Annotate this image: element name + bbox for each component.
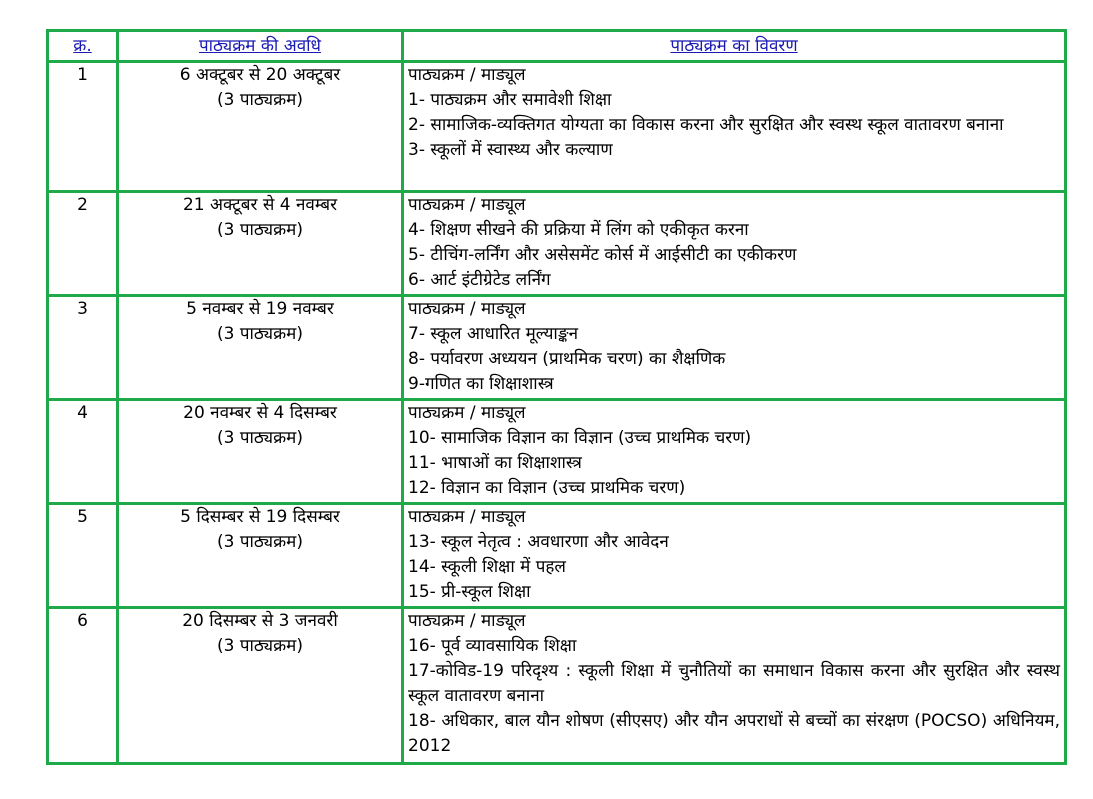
duration-dates: 5 दिसम्बर से 19 दिसम्बर: [180, 507, 340, 527]
course-count: (3 पाठ्यक्रम): [217, 428, 303, 448]
course-count: (3 पाठ्यक्रम): [217, 324, 303, 344]
course-count: (3 पाठ्यक्रम): [217, 220, 303, 240]
course-count: (3 पाठ्यक्रम): [217, 532, 303, 552]
course-item: 14- स्कूली शिक्षा में पहल: [408, 557, 566, 577]
course-item: 5- टीचिंग-लर्निंग और असेसमेंट कोर्स में आईसीटी का एकीकरण: [408, 245, 797, 265]
duration-dates: 6 अक्टूबर से 20 अक्टूबर: [179, 65, 341, 85]
course-item: 12- विज्ञान का विज्ञान (उच्च प्राथमिक चरण): [408, 478, 686, 498]
duration-cell: [118, 192, 403, 296]
course-item: 7- स्कूल आधारित मूल्याङ्कन: [408, 324, 579, 344]
duration-dates: 20 दिसम्बर से 3 जनवरी: [182, 611, 338, 631]
header-duration: पाठ्यक्रम की अवधि: [118, 31, 403, 62]
course-item: 6- आर्ट इंटीग्रेटेड लर्निंग: [408, 270, 551, 290]
duration-cell: [118, 296, 403, 400]
course-item: 1- पाठ्यक्रम और समावेशी शिक्षा: [408, 90, 612, 110]
course-item: 8- पर्यावरण अध्ययन (प्राथमिक चरण) का शैक्षणिक: [408, 349, 726, 369]
details-heading: पाठ्यक्रम / माड्यूल: [408, 507, 526, 527]
duration-cell: [118, 400, 403, 504]
table-row: [48, 504, 1066, 608]
header-serial: क्र.: [48, 31, 118, 62]
duration-dates: 21 अक्टूबर से 4 नवम्बर: [182, 195, 338, 215]
duration-cell: [118, 62, 403, 192]
course-item: 10- सामाजिक विज्ञान का विज्ञान (उच्च प्राथमिक चरण): [408, 428, 752, 448]
table-row: [48, 608, 1066, 764]
details-cell: [403, 296, 1066, 400]
course-item: 17-कोविड-19 परिदृश्य : स्कूली शिक्षा में चुनौतियों का समाधान विकास करना और सुरक्षित और स्वस्थ स्कूल वातावरण बनाना: [408, 661, 1060, 706]
serial-number: 3: [48, 296, 118, 400]
details-heading: पाठ्यक्रम / माड्यूल: [408, 611, 526, 631]
course-item: 9-गणित का शिक्षाशास्त्र: [408, 374, 554, 394]
table-row: [48, 400, 1066, 504]
course-item: 3- स्कूलों में स्वास्थ्य और कल्याण: [408, 140, 613, 160]
header-details: पाठ्यक्रम का विवरण: [403, 31, 1066, 62]
details-cell: [403, 192, 1066, 296]
header-row: [48, 31, 1066, 62]
details-cell: [403, 400, 1066, 504]
table-row: [48, 296, 1066, 400]
serial-number: 1: [48, 62, 118, 192]
course-item: 2- सामाजिक-व्यक्तिगत योग्यता का विकास करना और सुरक्षित और स्वस्थ स्कूल वातावरण बनाना: [408, 115, 1004, 135]
serial-number: 2: [48, 192, 118, 296]
details-cell: [403, 504, 1066, 608]
course-count: (3 पाठ्यक्रम): [217, 636, 303, 656]
duration-cell: [118, 608, 403, 764]
details-cell: [403, 608, 1066, 764]
details-heading: पाठ्यक्रम / माड्यूल: [408, 299, 526, 319]
table-row: [48, 192, 1066, 296]
serial-number: 5: [48, 504, 118, 608]
details-heading: पाठ्यक्रम / माड्यूल: [408, 403, 526, 423]
course-item: 16- पूर्व व्यावसायिक शिक्षा: [408, 636, 577, 656]
course-item: 13- स्कूल नेतृत्व : अवधारणा और आवेदन: [408, 532, 669, 552]
course-item: 4- शिक्षण सीखने की प्रक्रिया में लिंग को एकीकृत करना: [408, 220, 749, 240]
course-item: 15- प्री-स्कूल शिक्षा: [408, 582, 531, 602]
course-item: 11- भाषाओं का शिक्षाशास्त्र: [408, 453, 582, 473]
duration-cell: [118, 504, 403, 608]
duration-dates: 20 नवम्बर से 4 दिसम्बर: [183, 403, 337, 423]
details-cell: [403, 62, 1066, 192]
course-count: (3 पाठ्यक्रम): [217, 90, 303, 110]
table-row: [48, 62, 1066, 192]
course-item: 18- अधिकार, बाल यौन शोषण (सीएसए) और यौन अपराधों से बच्चों का संरक्षण (POCSO) अधिनियम, 2012: [408, 711, 1060, 756]
duration-dates: 5 नवम्बर से 19 नवम्बर: [186, 299, 334, 319]
serial-number: 4: [48, 400, 118, 504]
course-schedule-table: [46, 29, 1067, 765]
details-heading: पाठ्यक्रम / माड्यूल: [408, 195, 526, 215]
details-heading: पाठ्यक्रम / माड्यूल: [408, 65, 526, 85]
serial-number: 6: [48, 608, 118, 764]
